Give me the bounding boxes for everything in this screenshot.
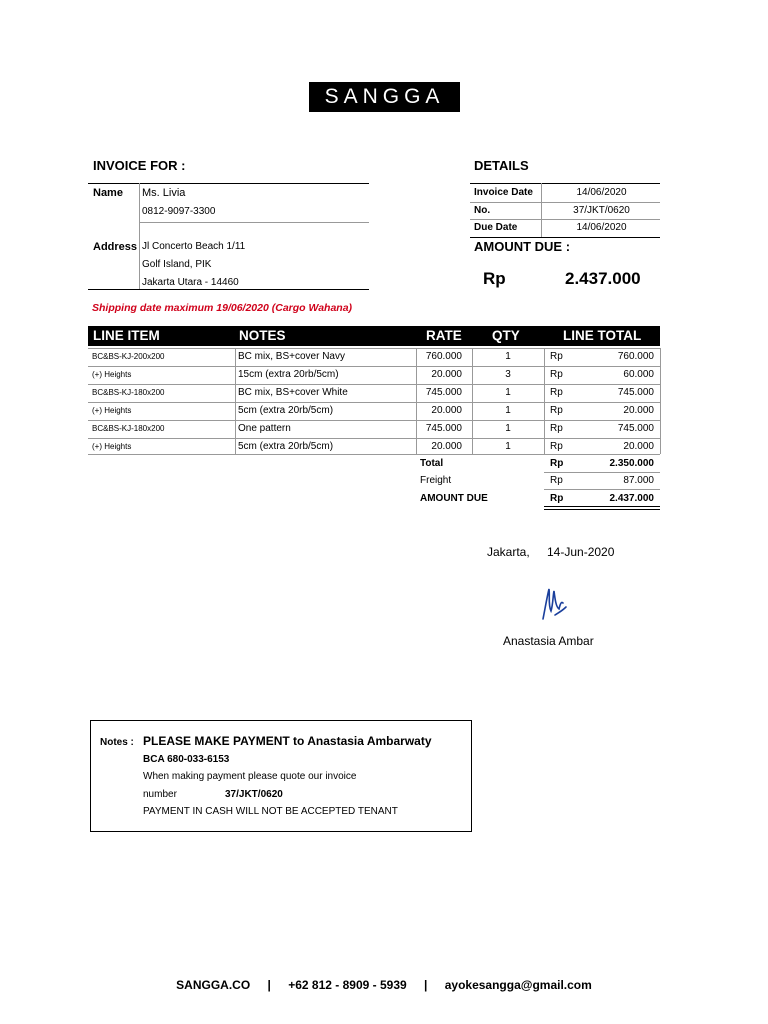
col-rate: RATE — [426, 328, 462, 343]
notes-number: 37/JKT/0620 — [225, 789, 283, 800]
table-row — [88, 402, 660, 420]
total-value: 2.350.000 — [609, 458, 654, 469]
footer-site: SANGGA.CO — [176, 978, 251, 992]
row-notes: 5cm (extra 20rb/5cm) — [238, 405, 334, 416]
signature-place: Jakarta, — [487, 545, 530, 559]
row-currency: Rp — [550, 387, 563, 398]
row-qty: 1 — [505, 423, 511, 434]
col-line-item: LINE ITEM — [93, 328, 160, 343]
notes-title: PLEASE MAKE PAYMENT to Anastasia Ambarwaty — [143, 734, 432, 748]
amount-due-currency: Rp — [483, 269, 506, 288]
row-currency: Rp — [550, 369, 563, 380]
table-row — [88, 348, 660, 366]
row-notes: 5cm (extra 20rb/5cm) — [238, 441, 334, 452]
double-rule-bottom — [544, 509, 660, 510]
phone-rule — [139, 222, 369, 223]
customer-name: Ms. Livia — [142, 187, 186, 199]
notes-bank: BCA 680-033-6153 — [143, 754, 230, 765]
footer-separator: | — [267, 978, 271, 992]
invoice-for-heading: INVOICE FOR : — [93, 158, 186, 173]
row-rule-6 — [88, 454, 660, 455]
row-rate: 760.000 — [425, 351, 462, 362]
address-line-3: Jakarta Utara - 14460 — [142, 277, 239, 288]
row-total: 20.000 — [623, 441, 654, 452]
due-date: 14/06/2020 — [576, 222, 627, 233]
address-line-1: Jl Concerto Beach 1/11 — [142, 241, 246, 252]
signature-date: 14-Jun-2020 — [547, 545, 615, 559]
amount-due-heading: AMOUNT DUE : — [474, 239, 571, 254]
double-rule-top — [544, 506, 660, 507]
shipping-note: Shipping date maximum 19/06/2020 (Cargo Wahana) — [92, 302, 353, 314]
invoice-no: 37/JKT/0620 — [573, 205, 630, 216]
row-rule-4 — [88, 420, 660, 421]
freight-currency: Rp — [550, 475, 563, 486]
row-notes: 15cm (extra 20rb/5cm) — [238, 369, 339, 380]
address-label: Address — [93, 241, 138, 253]
freight-label: Freight — [420, 475, 452, 486]
table-row — [88, 420, 660, 438]
row-rate: 745.000 — [425, 423, 462, 434]
row-notes: BC mix, BS+cover White — [238, 387, 348, 398]
signature-mark — [535, 585, 571, 623]
grid-col-5 — [660, 348, 661, 454]
footer-separator: | — [424, 978, 428, 992]
customer-phone: 0812-9097-3300 — [142, 206, 216, 217]
row-total: 745.000 — [617, 423, 654, 434]
row-item: BC&BS-KJ-200x200 — [92, 352, 165, 361]
footer-phone: +62 812 - 8909 - 5939 — [288, 978, 407, 992]
row-rule-5 — [88, 438, 660, 439]
row-currency: Rp — [550, 405, 563, 416]
row-qty: 1 — [505, 441, 511, 452]
row-item: BC&BS-KJ-180x200 — [92, 388, 165, 397]
row-notes: BC mix, BS+cover Navy — [238, 351, 345, 362]
details-bottom-rule — [470, 237, 660, 238]
details-rule-1 — [470, 202, 660, 203]
row-total: 745.000 — [617, 387, 654, 398]
row-item: (+) Heights — [92, 406, 132, 415]
amount-due-value: 2.437.000 — [565, 269, 641, 288]
row-rate: 745.000 — [425, 387, 462, 398]
total-label: Total — [420, 458, 444, 469]
address-line-2: Golf Island, PIK — [142, 259, 212, 270]
details-top-rule — [470, 183, 660, 184]
row-rate: 20.000 — [431, 369, 462, 380]
freight-rule — [544, 489, 660, 490]
row-rule-3 — [88, 402, 660, 403]
row-notes: One pattern — [238, 423, 291, 434]
row-rule-1 — [88, 366, 660, 367]
row-rule-0 — [88, 348, 660, 349]
name-label: Name — [93, 187, 123, 199]
row-qty: 1 — [505, 405, 511, 416]
summary-amount-due-label: AMOUNT DUE — [420, 493, 488, 504]
invoice-for-bottom-rule — [88, 289, 369, 290]
signer-name: Anastasia Ambar — [503, 634, 594, 648]
brand-logo: SANGGA — [309, 82, 460, 112]
details-heading: DETAILS — [474, 158, 529, 173]
notes-label: Notes : — [100, 737, 134, 748]
invoice-date-label: Invoice Date — [474, 187, 533, 198]
total-currency: Rp — [550, 458, 564, 469]
details-rule-2 — [470, 219, 660, 220]
notes-line-1: When making payment please quote our invoice — [143, 771, 357, 782]
row-rule-2 — [88, 384, 660, 385]
invoice-date: 14/06/2020 — [576, 187, 627, 198]
invoice-for-top-rule — [88, 183, 369, 184]
col-qty: QTY — [492, 328, 520, 343]
row-total: 20.000 — [623, 405, 654, 416]
details-divider — [541, 183, 542, 237]
col-notes: NOTES — [239, 328, 286, 343]
row-qty: 1 — [505, 387, 511, 398]
invoice-no-label: No. — [474, 205, 491, 216]
row-currency: Rp — [550, 441, 563, 452]
row-total: 760.000 — [617, 351, 654, 362]
invoice-for-divider — [139, 183, 140, 289]
total-rule — [544, 472, 660, 473]
row-item: BC&BS-KJ-180x200 — [92, 424, 165, 433]
table-row — [88, 366, 660, 384]
due-date-label: Due Date — [474, 222, 518, 233]
footer — [0, 978, 768, 992]
row-currency: Rp — [550, 351, 563, 362]
row-currency: Rp — [550, 423, 563, 434]
summary-amount-due-value: 2.437.000 — [609, 493, 654, 504]
footer-email: ayokesangga@gmail.com — [444, 978, 592, 992]
row-total: 60.000 — [623, 369, 654, 380]
row-qty: 1 — [505, 351, 511, 362]
col-line-total: LINE TOTAL — [563, 328, 642, 343]
row-item: (+) Heights — [92, 442, 132, 451]
summary-amount-due-currency: Rp — [550, 493, 564, 504]
notes-number-label: number — [143, 789, 177, 800]
row-item: (+) Heights — [92, 370, 132, 379]
freight-value: 87.000 — [623, 475, 654, 486]
row-rate: 20.000 — [431, 441, 462, 452]
notes-warning: PAYMENT IN CASH WILL NOT BE ACCEPTED TENANT — [143, 806, 398, 817]
table-row — [88, 384, 660, 402]
row-rate: 20.000 — [431, 405, 462, 416]
row-qty: 3 — [505, 369, 511, 380]
